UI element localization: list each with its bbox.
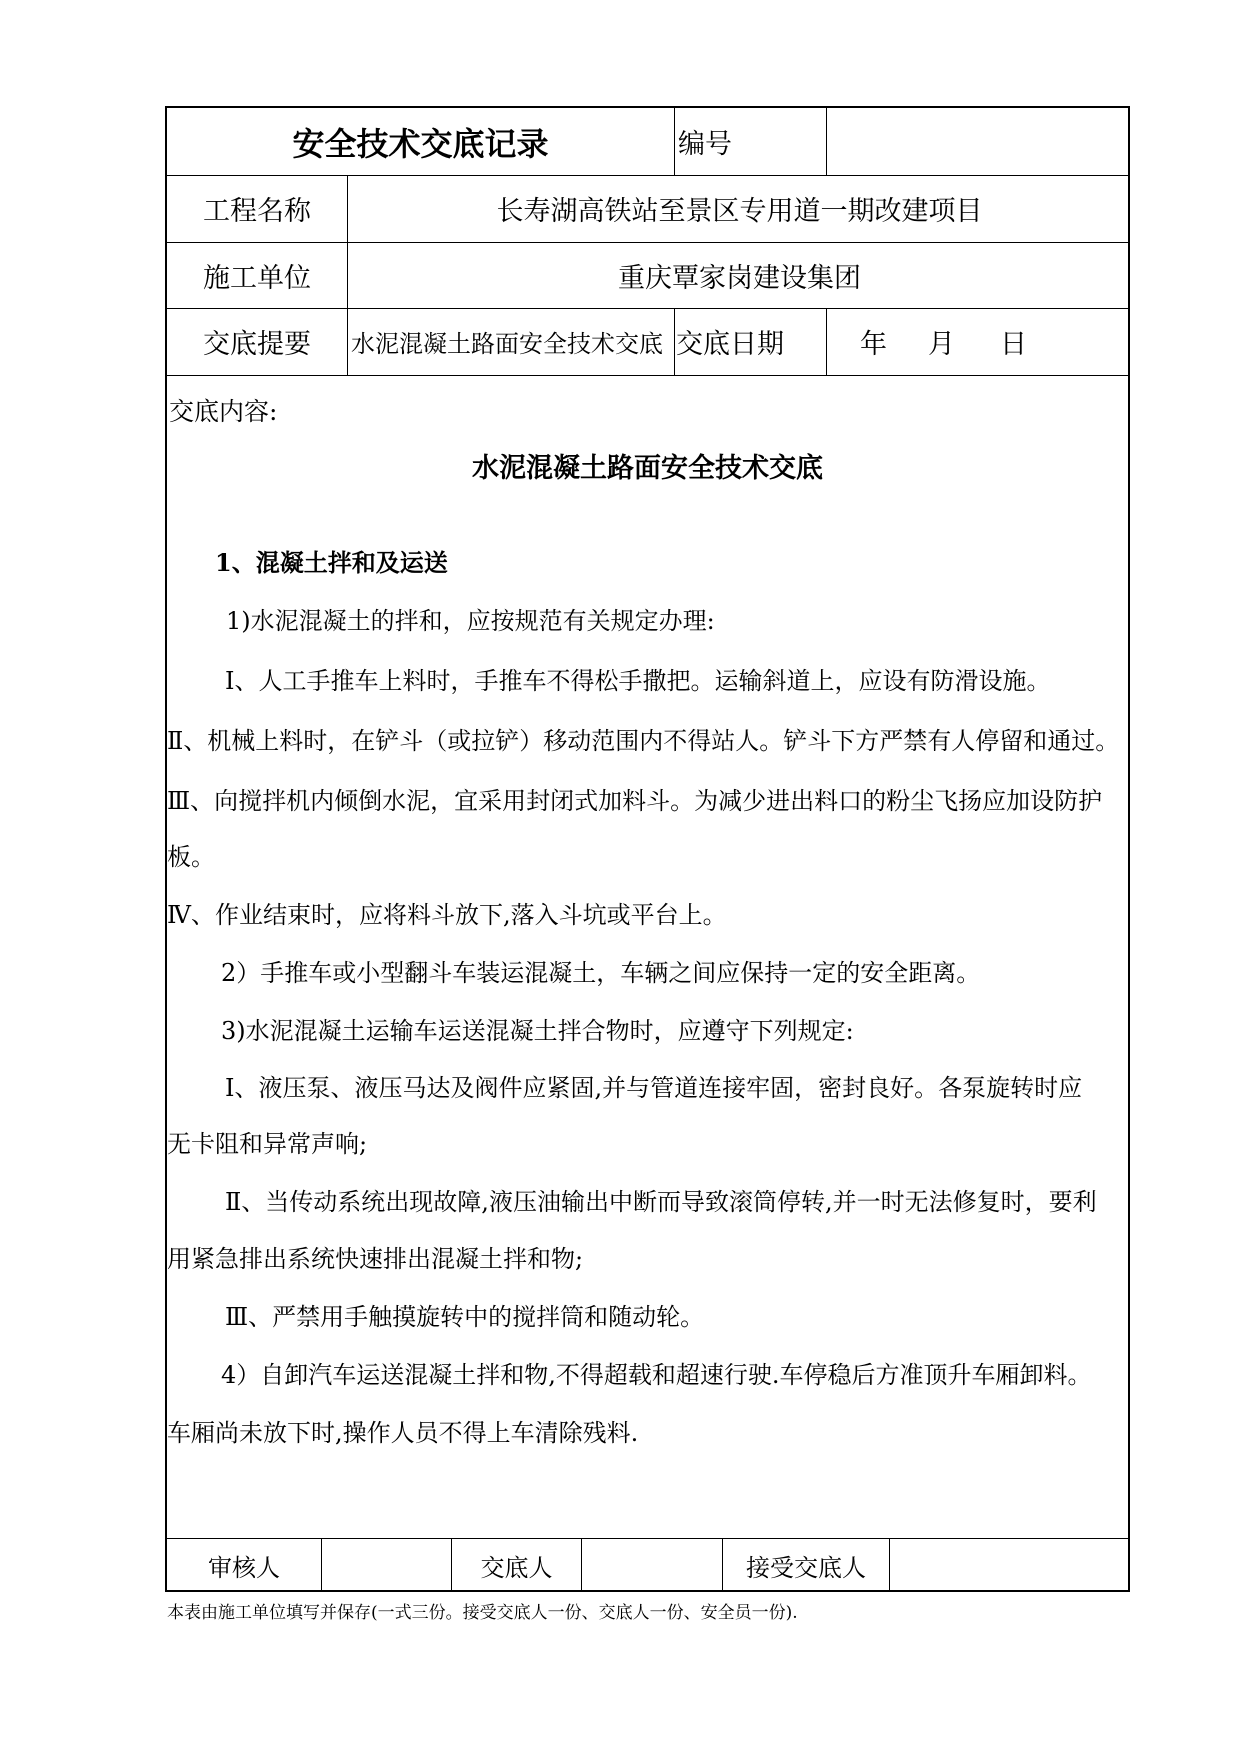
- content-line: Ⅰ、人工手推车上料时，手推车不得松手撒把。运输斜道上，应设有防滑设施。: [225, 667, 1051, 695]
- col-divider: [826, 308, 827, 375]
- reviewer-label: 审核人: [208, 1554, 280, 1582]
- content-line: 用紧急排出系统快速排出混凝土拌和物;: [167, 1245, 584, 1273]
- discloser-label: 交底人: [480, 1554, 553, 1582]
- section-heading: 1、混凝土拌和及运送: [215, 548, 448, 577]
- disclosure-form: [165, 106, 1130, 1592]
- form-title: 安全技术交底记录: [292, 124, 549, 163]
- content-line: Ⅲ、严禁用手触摸旋转中的搅拌筒和随动轮。: [225, 1303, 705, 1331]
- unit-label: 施工单位: [203, 262, 311, 294]
- number-label: 编号: [678, 129, 732, 160]
- content-line: Ⅱ、机械上料时，在铲斗（或拉铲）移动范围内不得站人。铲斗下方严禁有人停留和通过。: [167, 727, 1120, 755]
- reviewer-field[interactable]: [323, 1539, 450, 1592]
- col-divider: [347, 175, 348, 375]
- col-divider: [722, 1538, 723, 1592]
- content-line: 车厢尚未放下时,操作人员不得上车清除残料.: [167, 1419, 639, 1447]
- content-line: 板。: [167, 843, 215, 871]
- date-day: 日: [1000, 329, 1027, 360]
- date-year: 年: [860, 329, 887, 360]
- content-line: Ⅰ、液压泵、液压马达及阀件应紧固,并与管道连接牢固，密封良好。各泵旋转时应: [225, 1074, 1083, 1102]
- summary-label: 交底提要: [203, 329, 311, 360]
- row-divider: [167, 375, 1128, 376]
- content-line: Ⅲ、向搅拌机内倾倒水泥，宜采用封闭式加料斗。为减少进出料口的粉尘飞扬应加设防护: [167, 787, 1103, 815]
- number-field[interactable]: [828, 108, 1128, 175]
- content-line: Ⅳ、作业结束时，应将料斗放下,落入斗坑或平台上。: [167, 901, 727, 929]
- col-divider: [674, 308, 675, 375]
- project-label: 工程名称: [203, 196, 311, 227]
- receiver-label: 接受交底人: [746, 1554, 866, 1582]
- col-divider: [826, 108, 827, 175]
- content-line: 2）手推车或小型翻斗车装运混凝土，车辆之间应保持一定的安全距离。: [221, 959, 981, 987]
- receiver-field[interactable]: [891, 1539, 1128, 1592]
- summary-value: 水泥混凝土路面安全技术交底: [351, 330, 663, 358]
- col-divider: [674, 108, 675, 175]
- content-title: 水泥混凝土路面安全技术交底: [472, 453, 823, 484]
- unit-value: 重庆覃家岗建设集团: [618, 262, 861, 294]
- content-label: 交底内容:: [169, 397, 278, 426]
- discloser-field[interactable]: [583, 1539, 721, 1592]
- col-divider: [581, 1538, 582, 1592]
- col-divider: [321, 1538, 322, 1592]
- footer-note: 本表由施工单位填写并保存(一式三份。接受交底人一份、交底人一份、安全员一份).: [167, 1603, 798, 1623]
- date-label: 交底日期: [676, 329, 784, 360]
- content-line: 1)水泥混凝土的拌和，应按规范有关规定办理:: [226, 607, 715, 635]
- date-month: 月: [928, 329, 955, 360]
- project-value: 长寿湖高铁站至景区专用道一期改建项目: [496, 196, 983, 227]
- content-line: 4）自卸汽车运送混凝土拌和物,不得超载和超速行驶.车停稳后方准顶升车厢卸料。: [221, 1361, 1092, 1389]
- content-line: 3)水泥混凝土运输车运送混凝土拌合物时，应遵守下列规定:: [221, 1017, 854, 1045]
- col-divider: [889, 1538, 890, 1592]
- col-divider: [451, 1538, 452, 1592]
- content-line: Ⅱ、当传动系统出现故障,液压油输出中断而导致滚筒停转,并一时无法修复时，要利: [225, 1188, 1097, 1216]
- content-line: 无卡阻和异常声响;: [167, 1130, 368, 1158]
